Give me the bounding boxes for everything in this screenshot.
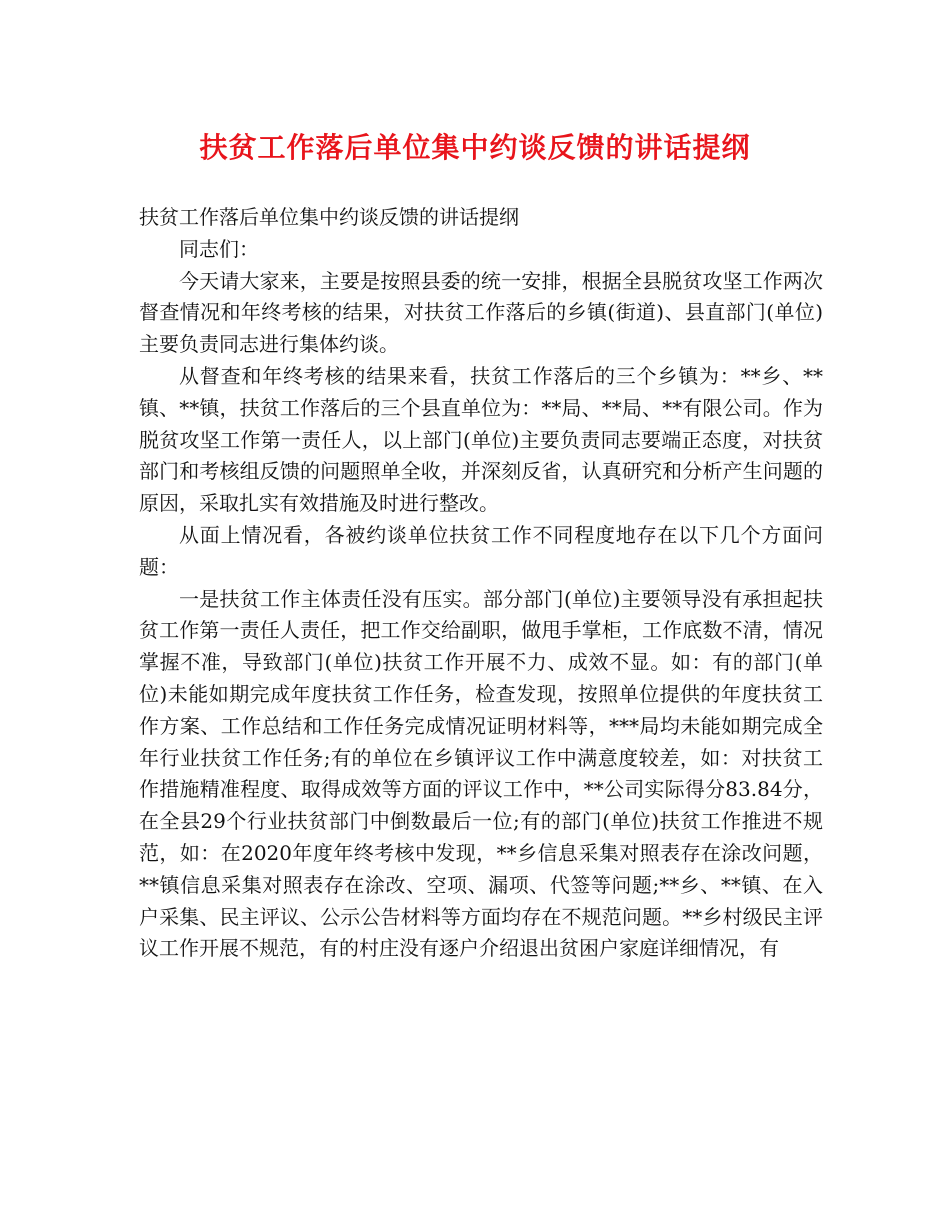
paragraph-intro: 今天请大家来，主要是按照县委的统一安排，根据全县脱贫攻坚工作两次督查情况和年终考核的结果，对扶贫工作落后的乡镇(街道)、县直部门(单位)主要负责同志进行集体约谈。 <box>139 268 823 357</box>
paragraph-problem-one: 一是扶贫工作主体责任没有压实。部分部门(单位)主要领导没有承担起扶贫工作第一责任人责任，把工作交给副职，做甩手掌柜，工作底数不清，情况掌握不准，导致部门(单位)扶贫工作开展不力、成效不显。如：有的部门(单位)未能如期完成年度扶贫工作任务，检查发现，按照单位提供的年度扶贫工作方案、工作总结和工作任务完成情况证明材料等，***局均未能如期完成全年行业扶贫工作任务;有的单位在乡镇评议工作中满意度较差，如：对扶贫工作措施精准程度、取得成效等方面的评议工作中，**公司实际得分83.84分，在全县29个行业扶贫部门中倒数最后一位;有的部门(单位)扶贫工作推进不规范，如：在2020年度年终考核中发现，**乡信息采集对照表存在涂改问题，**镇信息采集对照表存在涂改、空项、漏项、代签等问题;**乡、**镇、在入户采集、民主评议、公示公告材料等方面均存在不规范问题。**乡村级民主评议工作开展不规范，有的村庄没有逐户介绍退出贫困户家庭详细情况，有 <box>139 586 823 961</box>
salutation: 同志们： <box>179 236 259 261</box>
paragraph-overview: 从面上情况看，各被约谈单位扶贫工作不同程度地存在以下几个方面问题： <box>139 522 823 579</box>
body-heading: 扶贫工作落后单位集中约谈反馈的讲话提纲 <box>139 205 519 229</box>
paragraph-results: 从督查和年终考核的结果来看，扶贫工作落后的三个乡镇为：**乡、**镇、**镇，扶贫工作落后的三个县直单位为：**局、**局、**有限公司。作为脱贫攻坚工作第一责任人，以上部门(单位)主要负责同志要端正态度，对扶贫部门和考核组反馈的问题照单全收，并深刻反省，认真研究和分析产生问题的原因，采取扎实有效措施及时进行整改。 <box>139 363 823 516</box>
document-body <box>139 202 823 965</box>
document-title: 扶贫工作落后单位集中约谈反馈的讲话提纲 <box>199 131 751 164</box>
